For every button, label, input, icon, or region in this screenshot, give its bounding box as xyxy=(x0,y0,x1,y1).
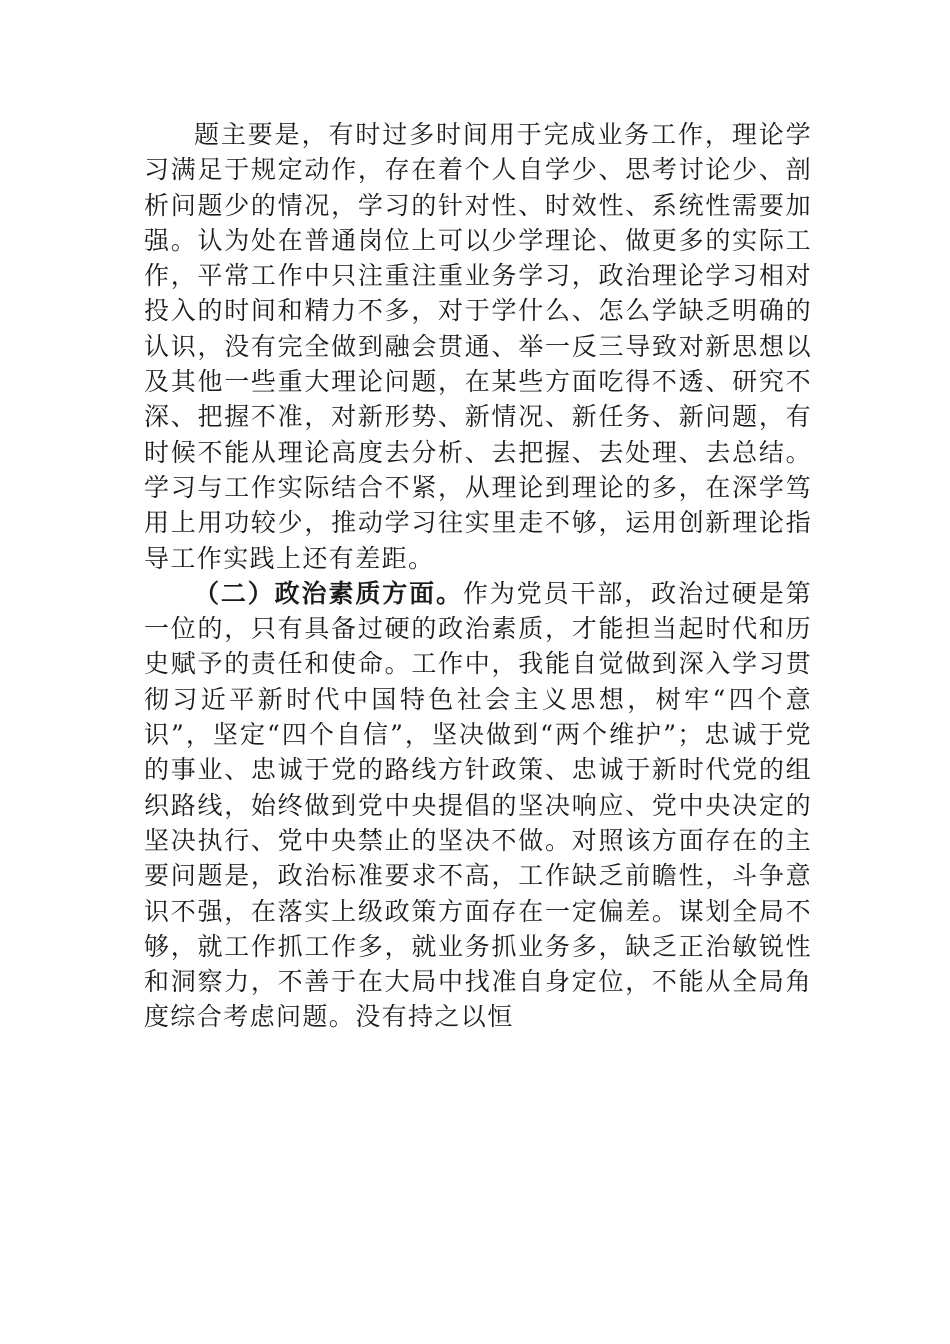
document-body xyxy=(144,117,812,1035)
paragraph-1: 题主要是，有时过多时间用于完成业务工作，理论学习满足于规定动作，存在着个人自学少、思考讨论少、剖析问题少的情况，学习的针对性、时效性、系统性需要加强。认为处在普通岗位上可以少学理论、做更多的实际工作，平常工作中只注重注重业务学习，政治理论学习相对投入的时间和精力不多，对于学什么、怎么学缺乏明确的认识，没有完全做到融会贯通、举一反三导致对新思想以及其他一些重大理论问题，在某些方面吃得不透、研究不深、把握不准，对新形势、新情况、新任务、新问题，有时候不能从理论高度去分析、去把握、去处理、去总结。学习与工作实际结合不紧，从理论到理论的多，在深学笃用上用功较少，推动学习往实里走不够，运用创新理论指导工作实践上还有差距。 xyxy=(144,120,812,573)
section-heading-political-quality: （二）政治素质方面。 xyxy=(194,578,463,608)
paragraph-2 xyxy=(144,576,812,1035)
paragraph-2-body: 作为党员干部，政治过硬是第一位的，只有具备过硬的政治素质，才能担当起时代和历史赋予的责任和使命。工作中，我能自觉做到深入学习贯彻习近平新时代中国特色社会主义思想，树牢“四个意识”，坚定“四个自信”，坚决做到“两个维护”；忠诚于党的事业、忠诚于党的路线方针政策、忠诚于新时代党的组织路线，始终做到党中央提倡的坚决响应、党中央决定的坚决执行、党中央禁止的坚决不做。对照该方面存在的主要问题是，政治标准要求不高，工作缺乏前瞻性，斗争意识不强，在落实上级政策方面存在一定偏差。谋划全局不够，就工作抓工作多，就业务抓业务多，缺乏正治敏锐性和洞察力，不善于在大局中找准自身定位，不能从全局角度综合考虑问题。没有持之以恒 xyxy=(144,578,812,1032)
